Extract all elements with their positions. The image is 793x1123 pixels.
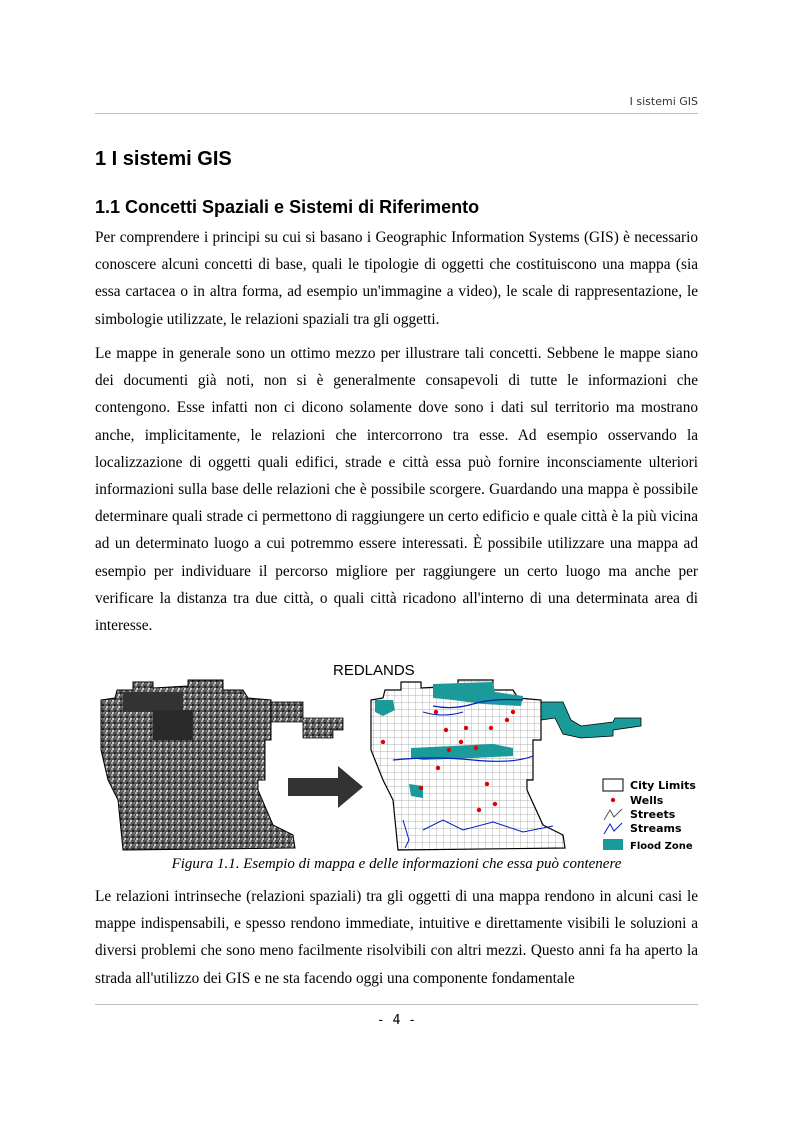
paragraph-relations: Le relazioni intrinseche (relazioni spaziali) tra gli oggetti di una mappa rendono in alcuni casi le mappe indispensabili, e spesso rendono immediate, intuitive e direttamente visibili le soluzioni a diversi problemi che sono meno facilmente risolvibili con altri mezzi. Questo anni fa ha aperto la strada all'utilizzo dei GIS e ne sta facendo oggi una componente fondamentale [95,888,698,987]
legend-flood-zone: Flood Zone [630,841,693,852]
page-number: - 4 - [376,1013,417,1028]
figure-title: REDLANDS [333,662,415,679]
chapter-title: 1 I sistemi GIS [95,148,232,170]
arrow-right-icon [288,766,363,808]
figure-redlands-map [93,660,703,860]
legend-wells: Wells [630,794,664,807]
footer-rule [95,1004,698,1005]
paragraph-intro: Per comprendere i principi su cui si basano i Geographic Information Systems (GIS) è necessario conoscere alcuni concetti di base, quali le tipologie di oggetti che costituiscono una mappa (sia essa cartacea o in altra forma, ad esempio un'immagine a video), le scale di rappresentazione, le simbologie utilizzate, le relazioni spaziali tra gli oggetti. [95,229,698,328]
paragraph-maps: Le mappe in generale sono un ottimo mezzo per illustrare tali concetti. Sebbene le mappe siano dei documenti già noti, non si è generalmente consapevoli di tutte le informazioni che contengono. Esse infatti non ci dicono solamente dove sono i dati sul territorio ma mostrano anche, implicitamente, le relazioni che intercorrono tra esse. Ad esempio osservando la localizzazione di oggetti quali edifici, strade e città essa può fornire inconsciamente ulteriori informazioni sulla base delle relazioni che è possibile scorgere. Guardando una mappa è possibile determinare quali strade ci permettono di raggiungere un certo edificio e quale città è la più vicina ad un determinato luogo a cui potremmo essere interessati. È possibile utilizzare una mappa ad esempio per individuare il percorso migliore per raggiungere un certo luogo ma anche per verificare la distanza tra due città, o quali città ricadono all'interno di una determinata area di interesse. [95,345,698,635]
legend-streets: Streets [630,808,676,821]
legend-streams: Streams [630,822,682,835]
section-title: 1.1 Concetti Spaziali e Sistemi di Riferimento [95,197,480,217]
satellite-image [101,680,343,850]
figure-caption: Figura 1.1. Esempio di mappa e delle informazioni che essa può contenere [171,856,622,872]
map-legend [603,779,696,852]
running-header: I sistemi GIS [629,95,698,108]
legend-city-limits: City Limits [630,779,696,792]
header-rule [95,113,698,114]
thematic-map [371,680,641,850]
